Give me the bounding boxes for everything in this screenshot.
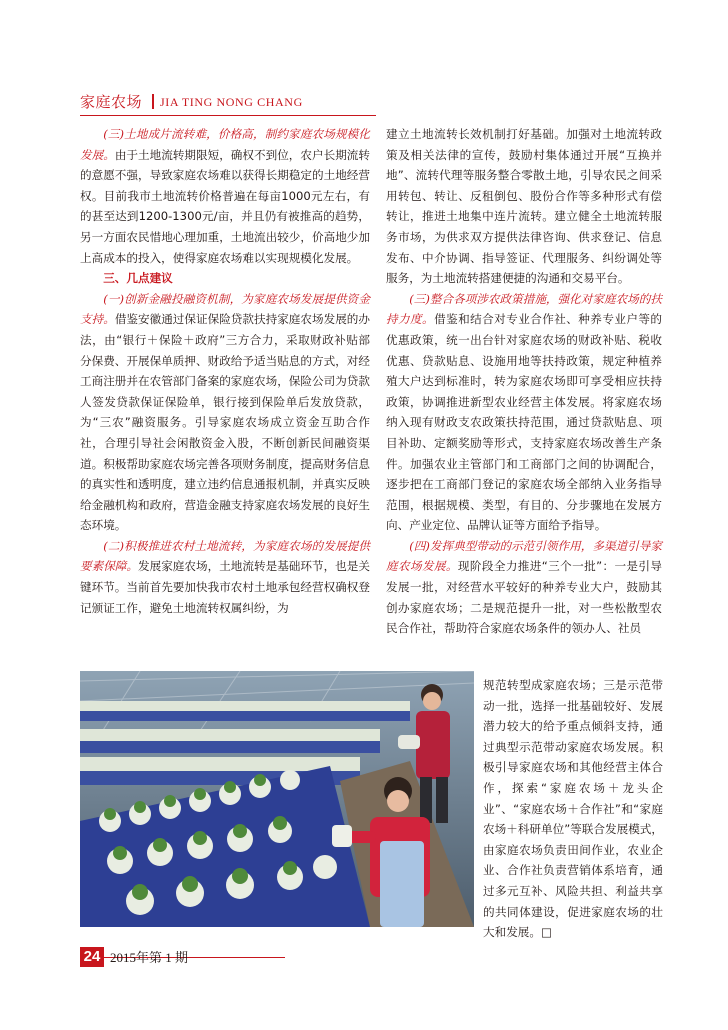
magazine-section-title: 家庭农场 (80, 93, 143, 111)
subsection-heading: (三)整合各项涉农政策措施，强化对家庭农场的扶持力度。 (386, 291, 662, 327)
header-rule (80, 115, 376, 116)
paragraph-text: 借鉴和结合对专业合作社、种养专业户等的优惠政策，统一出台针对家庭农场的财政补贴、税收优惠、贷款贴息、设施用地等扶持政策，规定种植养殖大户达到标准时，转为家庭农场即可享受相应扶持政策，协调推进新型农业经营主体发展。将家庭农场纳入现有财政支农政策扶持范围，通过贷款贴息、项目补助、定额奖励等形式，支持家庭农场改善生产条件。加强农业主管部门和工商部门之间的协调配合，逐步把在工商部门登记的家庭农场全部纳入业务指导范围，根据规模、类型，有目的、分步骤地在发展方向、产业定位、品牌认证等方面给予指导。 (386, 312, 662, 533)
page-number: 24 (80, 947, 104, 967)
greenhouse-photo-illustration (80, 671, 474, 927)
left-text-column (80, 124, 370, 618)
running-header (80, 93, 380, 115)
subsection-heading: (一)创新金融投融资机制，为家庭农场发展提供资金支持。 (80, 291, 370, 327)
paragraph-text: 发展家庭农场，土地流转是基础环节，也是关键环节。当前首先要加快我市农村土地承包经营权确权登记颁证工作，避免土地流转权属纠纷，为 (80, 559, 370, 615)
paragraph-text: 由于土地流转期限短，确权不到位，农户长期流转的意愿不强，导致家庭农场难以获得长期稳定的土地经营权。目前我市土地流转价格普遍在每亩1000元左右，有的甚至达到1200-1300元/亩，并且仍有被推高的趋势，另一方面农民惜地心理加重，土地流出较少，价高地少加上高成本的投入，使得家庭农场难以实现规模化发展。 (80, 147, 370, 265)
bottom-text-column (483, 675, 663, 943)
header-divider-bar (152, 94, 154, 109)
magazine-section-pinyin: JIA TING NONG CHANG (160, 95, 303, 109)
end-mark: □ (540, 925, 552, 940)
right-text-column (386, 124, 662, 639)
paragraph (386, 124, 662, 289)
section-heading: 三、几点建议 (103, 271, 173, 286)
paragraph-text: 建立土地流转长效机制打好基础。加强对土地流转政策及相关法律的宣传，鼓励村集体通过开展“互换并地”、流转代理等服务整合零散土地，引导农民之间采用转包、转让、反租倒包、股份合作等多种形式有偿转让，推进土地集中连片流转。建立健全土地流转服务市场，为供求双方提供法律咨询、供求登记、信息发布、中介协调、指导签证、代理服务、纠纷调处等服务，为土地流转搭建便捷的沟通和交易平台。 (386, 127, 662, 286)
paragraph-text: 借鉴安徽通过保证保险贷款扶持家庭农场发展的办法，由“银行＋保险＋政府”三方合力，采取财政补贴部分保费、开展保单质押、财政给予适当贴息的方式，对经工商注册并在农管部门备案的家庭农场，保险公司为贷款人签发贷款保证保险单，银行接到保险单后发放贷款，为“三农”融资服务。引导家庭农场成立资金互助合作社，合理引导社会闲散资金入股，不断创新民间融资渠道。积极帮助家庭农场完善各项财务制度，提高财务信息的真实性和透明度，建立违约信息通报机制，并真实反映给金融机构和政府，营造金融支持家庭农场发展的良好生态环境。 (80, 312, 370, 533)
paragraph (386, 536, 662, 639)
paragraph (80, 124, 370, 268)
paragraph (80, 289, 370, 536)
issue-label: 2015年第 1 期 (110, 950, 189, 965)
greenhouse-photo (80, 671, 474, 927)
subsection-heading: (二)积极推进农村土地流转，为家庭农场的发展提供要素保障。 (80, 538, 370, 574)
paragraph (483, 675, 663, 943)
paragraph (386, 289, 662, 536)
paragraph-text: 规范转型成家庭农场；三是示范带动一批，选择一批基础较好、发展潜力较大的给予重点倾斜支持，通过典型示范带动家庭农场发展。积极引导家庭农场和其他经营主体合作，探索“家庭农场＋龙头企业”、“家庭农场＋合作社”和“家庭农场＋科研单位”等联合发展模式，由家庭农场负责田间作业，农业企业、合作社负责营销体系培育，通过多元互补、风险共担、利益共享的共同体建设，促进家庭农场的壮大和发展。 (483, 678, 663, 940)
paragraph (80, 536, 370, 618)
subsection-heading: (三)土地成片流转难，价格高，制约家庭农场规模化发展。 (80, 127, 370, 162)
paragraph-text: 现阶段全力推进“三个一批”：一是引导发展一批，对经营水平较好的种养专业大户，鼓励其创办家庭农场；二是规范提升一批，对一些松散型农民合作社，帮助符合家庭农场条件的领办人、社员 (386, 559, 662, 636)
subsection-heading: (四)发挥典型带动的示范引领作用，多渠道引导家庭农场发展。 (386, 538, 662, 574)
